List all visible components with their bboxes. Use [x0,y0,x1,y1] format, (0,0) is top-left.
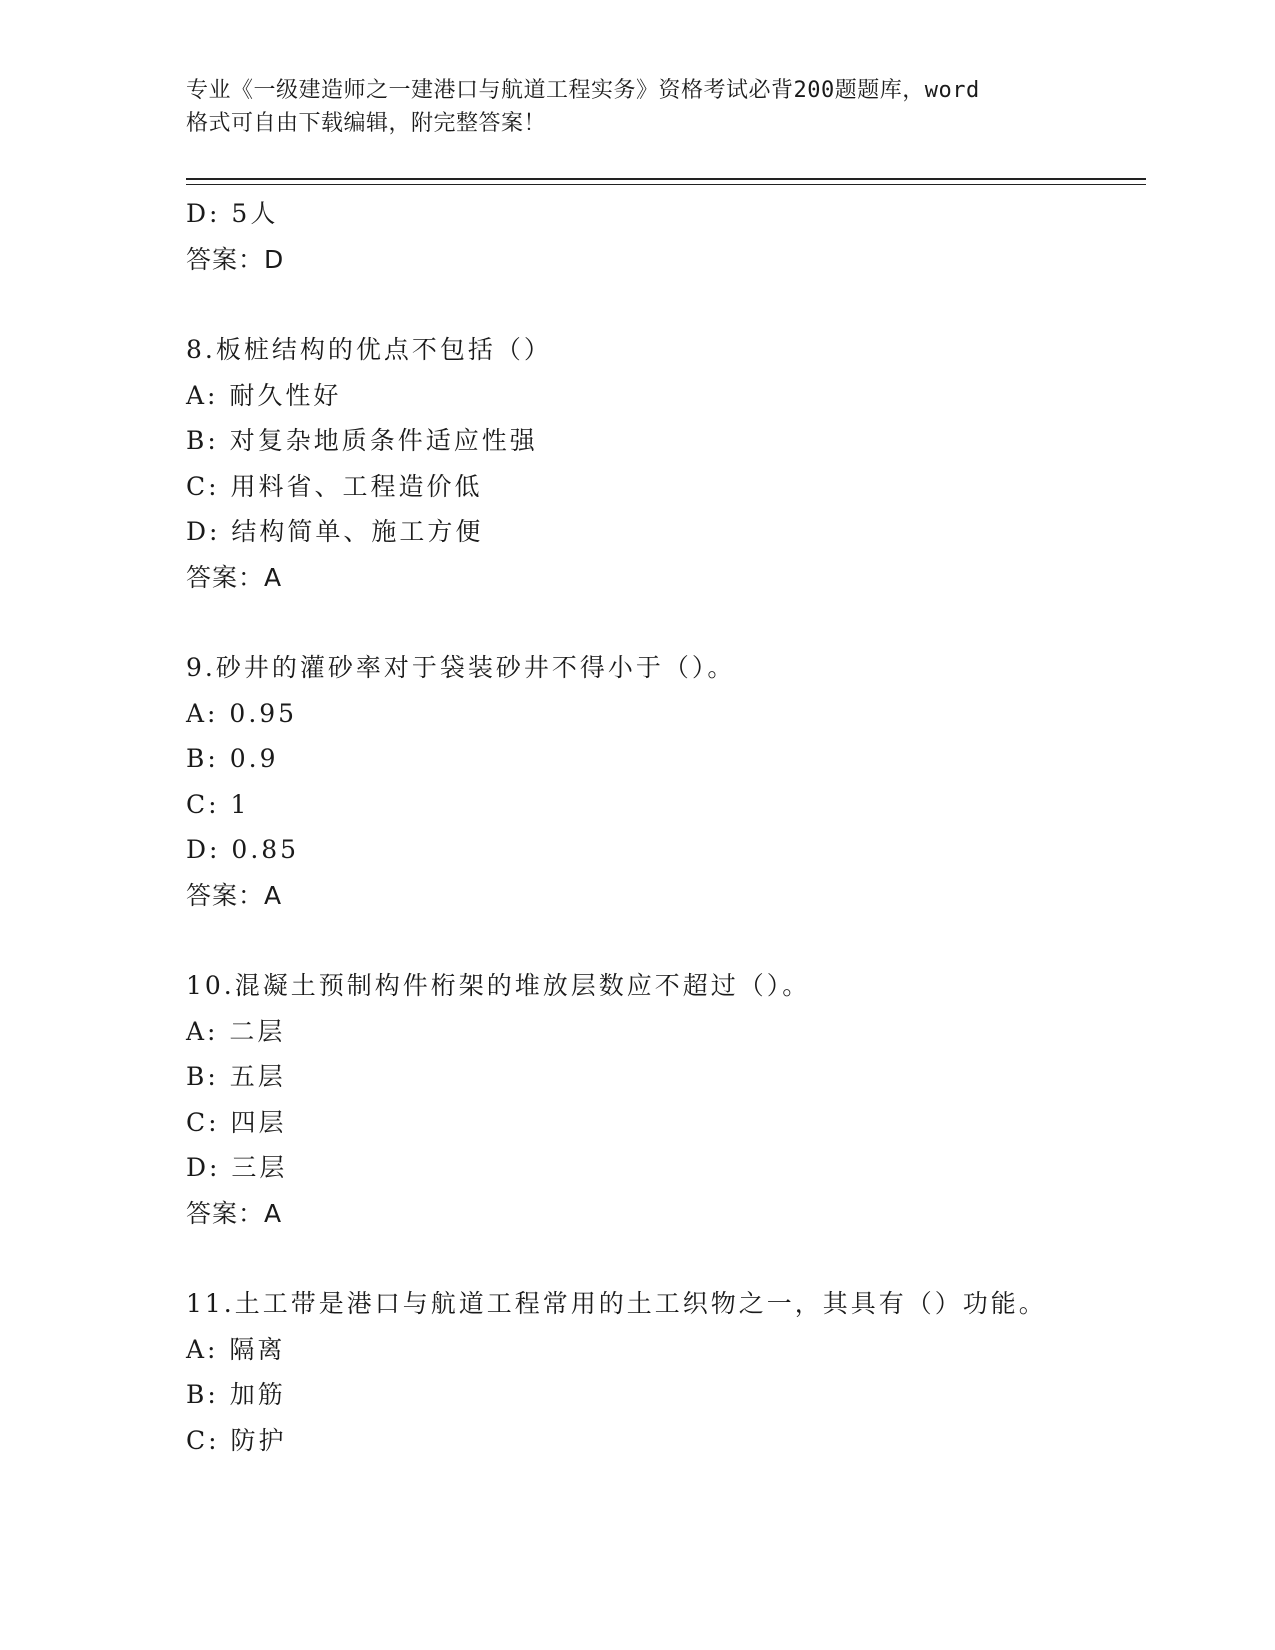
option-b: B: 0.9 [186,744,279,773]
question-11 [186,1281,1146,1463]
option-d: D: 5人 [186,199,279,228]
question-7 [186,191,1146,282]
spacer [186,600,1146,645]
question-9 [186,645,1146,918]
spacer [186,918,1146,963]
question-10 [186,963,1146,1236]
header-title-line-1: 专业《一级建造师之一建港口与航道工程实务》资格考试必背200题题库，word [186,78,980,103]
option-d: D: 结构简单、施工方便 [186,517,484,546]
header-divider-thick [186,178,1146,180]
question-8 [186,327,1146,600]
answer: 答案：D [186,244,285,274]
answer: 答案：A [186,562,283,592]
option-d: D: 0.85 [186,835,300,864]
option-a: A: 0.95 [186,698,298,728]
answer: 答案：A [186,880,283,910]
header-title-line-2: 格式可自由下载编辑，附完整答案！ [186,111,547,136]
answer: 答案：A [186,1198,283,1228]
option-c: C: 防护 [186,1425,287,1455]
option-c: C: 四层 [186,1107,287,1137]
header-divider-thin [186,184,1146,185]
option-c: C: 1 [186,789,250,819]
question-text: 8.板桩结构的优点不包括（） [186,335,552,364]
option-b: B: 五层 [186,1062,286,1091]
question-text: 9.砂井的灌砂率对于袋装砂井不得小于（）。 [186,653,736,682]
question-text: 11.土工带是港口与航道工程常用的土工织物之一，其具有（）功能。 [186,1289,1047,1318]
spacer [186,1236,1146,1281]
spacer [186,282,1146,327]
question-list [186,191,1146,1463]
option-a: A: 二层 [186,1016,286,1046]
option-d: D: 三层 [186,1153,288,1182]
option-a: A: 耐久性好 [186,380,342,410]
question-text: 10.混凝土预制构件桁架的堆放层数应不超过（）。 [186,971,811,1000]
option-b: B: 加筋 [186,1380,286,1409]
option-a: A: 隔离 [186,1334,286,1364]
document-header [186,74,1086,140]
option-c: C: 用料省、工程造价低 [186,471,483,501]
option-b: B: 对复杂地质条件适应性强 [186,426,538,455]
